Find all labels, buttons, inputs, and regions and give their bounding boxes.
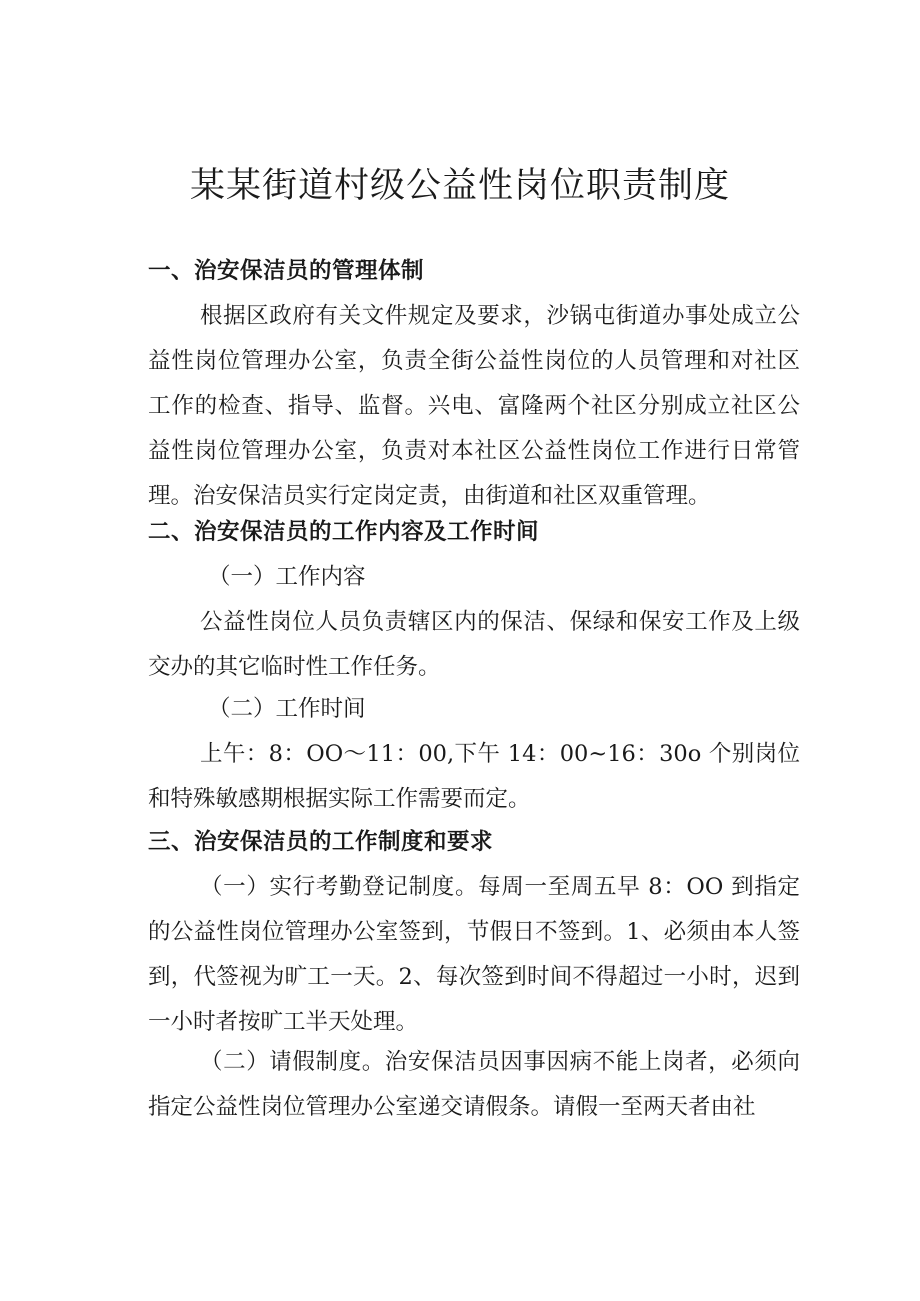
document-title: 某某街道村级公益性岗位职责制度 (189, 166, 730, 206)
section-heading-3: 三、治安保洁员的工作制度和要求 (148, 829, 494, 855)
work-content-paragraph: 公益性岗位人员负责辖区内的保洁、保绿和保安工作及上级交办的其它临时性工作任务。 (148, 609, 800, 680)
attendance-rule-paragraph: （一）实行考勤登记制度。每周一至周五早 8：OO 到指定的公益性岗位管理办公室签到，节假日不签到。1、必须由本人签到，代签视为旷工一天。2、每次签到时间不得超过一小时，迟到一小时者按旷工半天处理。 (148, 874, 800, 1035)
work-time-paragraph: 上午：8：OO～11：00,下午 14：00~16：30o 个别岗位和特殊敏感期根据实际工作需要而定。 (148, 741, 800, 812)
subsection-label-work-content: （一）工作内容 (208, 564, 366, 590)
subsection-label-work-time: （二）工作时间 (208, 696, 366, 722)
leave-rule-paragraph: （二）请假制度。治安保洁员因事因病不能上岗者，必须向指定公益性岗位管理办公室递交请假条。请假一至两天者由社 (148, 1049, 800, 1120)
section-heading-2: 二、治安保洁员的工作内容及工作时间 (148, 519, 540, 545)
section-heading-1: 一、治安保洁员的管理体制 (148, 258, 425, 284)
section-1-paragraph: 根据区政府有关文件规定及要求，沙锅屯街道办事处成立公益性岗位管理办公室，负责全街公益性岗位的人员管理和对社区工作的检查、指导、监督。兴电、富隆两个社区分别成立社区公益性岗位管理办公室，负责对本社区公益性岗位工作进行日常管理。治安保洁员实行定岗定责，由街道和社区双重管理。 (148, 303, 800, 509)
